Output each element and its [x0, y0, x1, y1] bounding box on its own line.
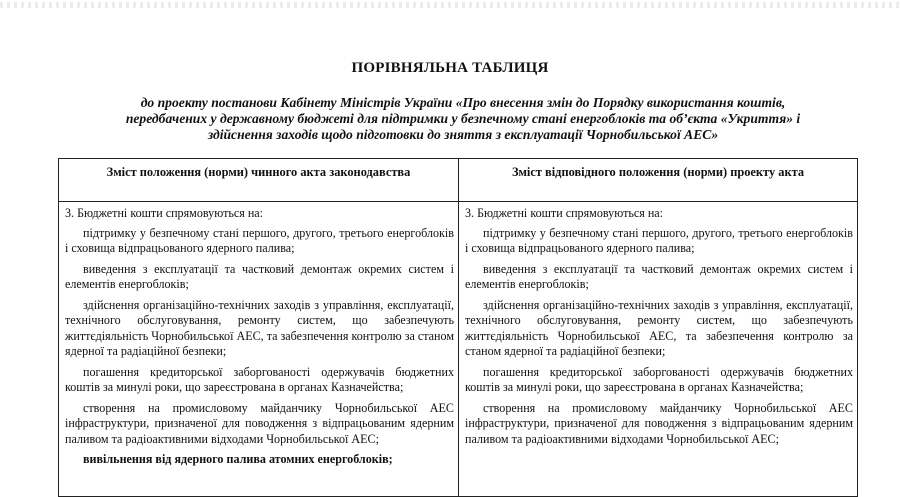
subtitle-line: передбачених у державному бюджеті для підтримки у безпечному стані енергоблоків та об’єкта «Укриття» і [125, 111, 801, 126]
paragraph: створення на промисловому майданчику Чорнобильської АЕС інфраструктури, призначеної для поводження з відпрацьованим ядерним паливом та радіоактивними відходами Чорнобильської АЕС; [465, 400, 853, 446]
current-act-cell [59, 202, 459, 497]
scan-artifact [0, 2, 900, 8]
document-subtitle [70, 95, 856, 143]
paragraph: здійснення організаційно-технічних заходів з управління, експлуатації, технічного обслуговування, ремонту систем, що забезпечують життєдіяльність Чорнобильської АЕС, та забезпечення контролю за станом ядерної та радіаційної безпеки; [465, 297, 853, 358]
paragraph: 3. Бюджетні кошти спрямовуються на: [65, 206, 264, 220]
paragraph: створення на промисловому майданчику Чорнобильської АЕС інфраструктури, призначеної для поводження з відпрацьованим ядерним паливом та радіоактивними відходами Чорнобильської АЕС; [65, 400, 454, 446]
table-header-row [59, 159, 858, 202]
header-draft-act: Зміст відповідного положення (норми) проекту акта [459, 159, 858, 202]
paragraph: погашення кредиторської заборгованості одержувачів бюджетних коштів за минулі роки, що зареєстрована в органах Казначейства; [465, 364, 853, 394]
draft-act-cell [459, 202, 858, 497]
subtitle-line: здійснення заходів щодо підготовки до зняття з експлуатації Чорнобильської АЕС» [207, 127, 719, 142]
paragraph: погашення кредиторської заборгованості одержувачів бюджетних коштів за минулі роки, що зареєстрована в органах Казначейства; [65, 364, 454, 394]
document-title: ПОРІВНЯЛЬНА ТАБЛИЦЯ [351, 60, 549, 76]
paragraph: здійснення організаційно-технічних заходів з управління, експлуатації, технічного обслуговування, ремонту систем, що забезпечують життєдіяльність Чорнобильської АЕС, та забезпечення контролю за станом ядерної та радіаційної безпеки; [65, 297, 454, 358]
paragraph: підтримку у безпечному стані першого, другого, третього енергоблоків і сховища відпрацьованого ядерного палива; [65, 225, 454, 255]
paragraph: 3. Бюджетні кошти спрямовуються на: [465, 206, 664, 220]
paragraph: виведення з експлуатації та частковий демонтаж окремих систем і елементів енергоблоків; [65, 261, 454, 291]
paragraph-bold: вивільнення від ядерного палива атомних енергоблоків; [83, 452, 393, 466]
table-row [59, 202, 858, 497]
subtitle-line: до проекту постанови Кабінету Міністрів України «Про внесення змін до Порядку використання коштів, [140, 95, 786, 110]
header-current-act: Зміст положення (норми) чинного акта законодавства [59, 159, 459, 202]
paragraph: виведення з експлуатації та частковий демонтаж окремих систем і елементів енергоблоків; [465, 261, 853, 291]
comparison-table [58, 158, 858, 497]
paragraph: підтримку у безпечному стані першого, другого, третього енергоблоків і сховища відпрацьованого ядерного палива; [465, 225, 853, 255]
